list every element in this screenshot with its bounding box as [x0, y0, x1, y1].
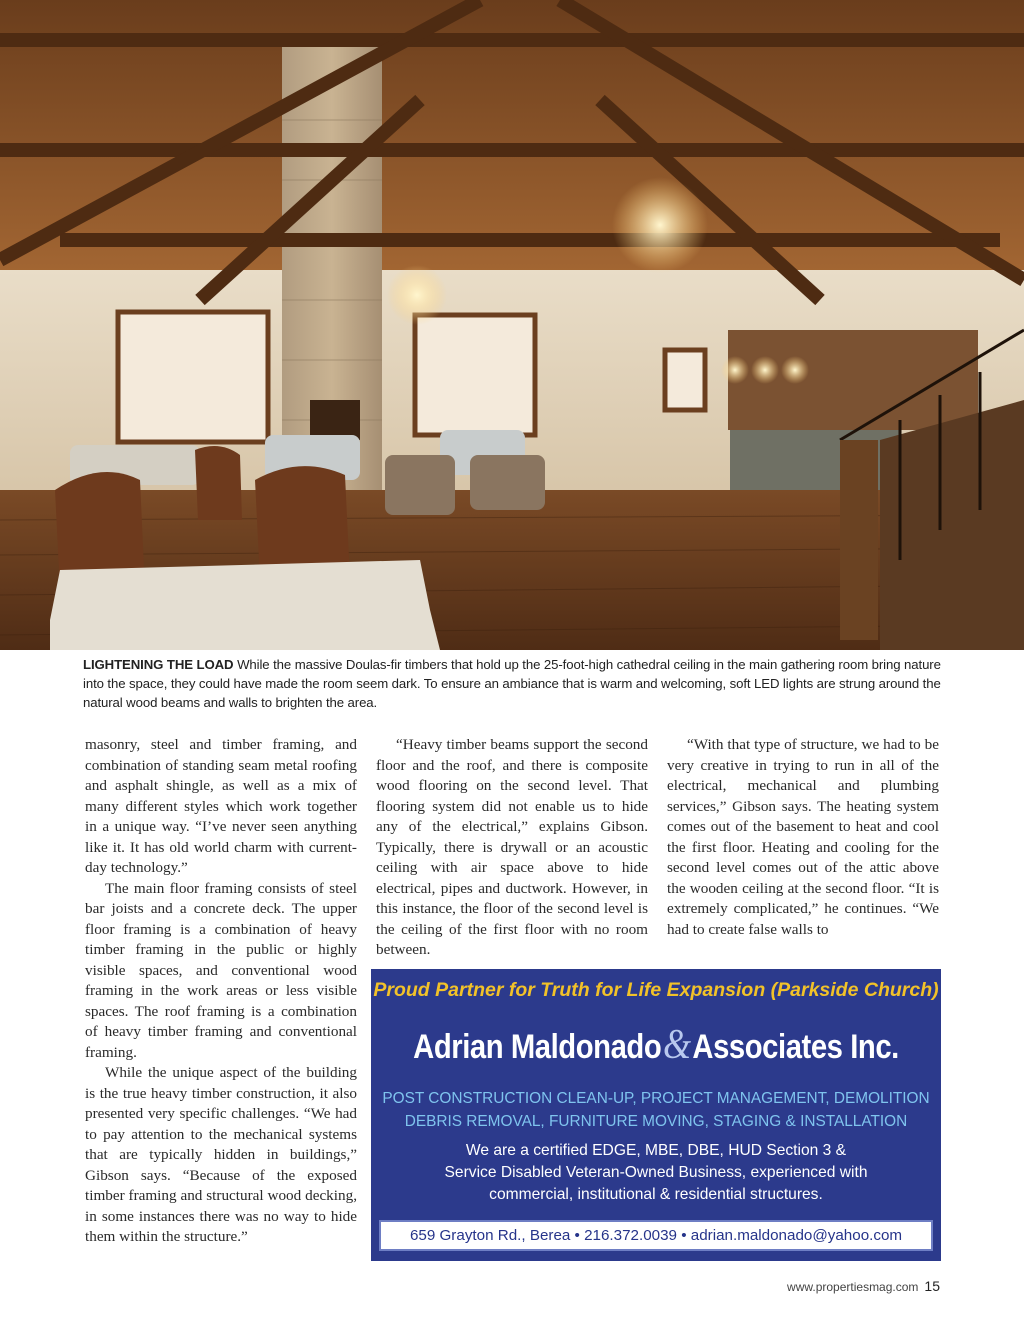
ad-company-part1: Adrian Maldonado	[413, 1028, 662, 1066]
ad-services-line: POST CONSTRUCTION CLEAN-UP, PROJECT MANAGEMENT, DEMOLITION	[382, 1090, 930, 1107]
ad-company-name	[411, 1021, 901, 1069]
great-room-photo	[0, 0, 1024, 650]
ad-cert-line: commercial, institutional & residential structures.	[489, 1186, 823, 1203]
article-paragraph: “Heavy timber beams support the second floor and the roof, and there is composite wood flooring on the second level. That flooring system did not enable us to hide any of the electrical,” explains Gibson. Typically, there is drywall or an acoustic ceiling with air space above to hide electrical, pipes and ductwork. However, in this instance, the floor of the second level is the ceiling of the first floor with no room between.	[376, 736, 648, 958]
article-column-3	[667, 735, 939, 940]
advertisement	[371, 969, 941, 1261]
ad-services	[371, 1087, 941, 1133]
article-column-2	[376, 735, 648, 961]
ad-contact-bar: 659 Grayton Rd., Berea • 216.372.0039 • adrian.maldonado@yahoo.com	[379, 1220, 933, 1251]
caption-text: While the massive Doulas-fir timbers that hold up the 25-foot-high cathedral ceiling in the main gathering room bring nature into the space, they could have made the room seem dark. To ensure an ambiance that is warm and welcoming, soft LED lights are strung around the natural wood beams and walls to brighten the area.	[83, 657, 941, 710]
ad-cert-line: Service Disabled Veteran-Owned Business, experienced with	[444, 1164, 868, 1181]
photo-caption	[83, 655, 943, 712]
caption-title: LIGHTENING THE LOAD	[83, 657, 234, 672]
ad-certifications	[371, 1140, 941, 1206]
article-paragraph: masonry, steel and timber framing, and combination of standing seam metal roofing and asphalt shingle, as well as a mix of many different styles which work together in a unique way. “I’ve never seen anything like it. It has old world charm with current-day technology.”	[85, 736, 357, 876]
ad-company-ampersand: &	[663, 1022, 691, 1068]
ad-cert-line: We are a certified EDGE, MBE, DBE, HUD Section 3 &	[465, 1142, 847, 1159]
article-column-1	[85, 735, 357, 1248]
ad-headline: Proud Partner for Truth for Life Expansion (Parkside Church)	[373, 979, 939, 1001]
article-paragraph: While the unique aspect of the building is the true heavy timber construction, it also presented very specific challenges. “We had to pay attention to the mechanical systems that are typically hidden in buildings,” Gibson says. “Because of the exposed timber framing and structural wood decking, in some instances there was no way to hide them within the structure.”	[85, 1064, 357, 1245]
ad-services-line: DEBRIS REMOVAL, FURNITURE MOVING, STAGING & INSTALLATION	[404, 1113, 908, 1130]
article-paragraph: “With that type of structure, we had to be very creative in trying to run in all of the electrical, mechanical and plumbing services,” Gibson says. The heating system comes out of the basement to heat and cool the first floor. Heating and cooling for the second level comes out of the attic above the wooden ceiling at the second floor. “It is extremely complicated,” he continues. “We had to create false walls to	[667, 736, 939, 938]
page-footer	[787, 1278, 940, 1296]
footer-url: www.propertiesmag.com	[787, 1280, 919, 1294]
page-number: 15	[924, 1278, 940, 1294]
ad-company-part2: Associates Inc.	[692, 1028, 899, 1066]
article-paragraph: The main floor framing consists of steel bar joists and a concrete deck. The upper floor framing is a combination of heavy timber framing in the public or highly visible spaces, and conventional wood framing in the work areas or less visible spaces. The roof framing is a combination of heavy timber framing and conventional framing.	[85, 879, 357, 1061]
